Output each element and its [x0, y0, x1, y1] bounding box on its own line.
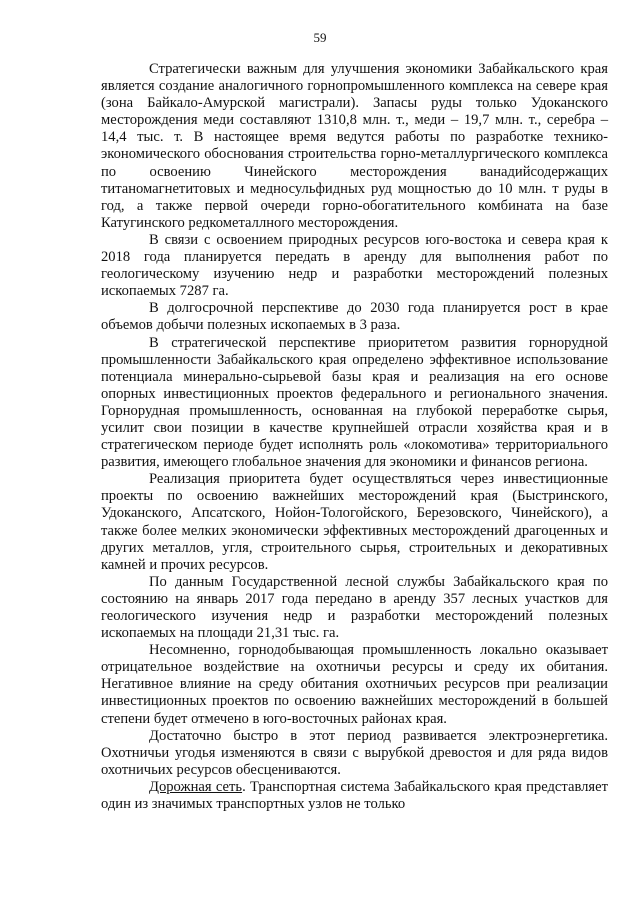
paragraph-udokan-deposit: Стратегически важным для улучшения экономики Забайкальского края является создание аналогичного горнопромышленного комплекса на севере края (зона Байкало-Амурской магистрали). Запасы руды только Удоканского месторождения меди составляют 1310,8 млн. т., меди – 19,7 млн. т., серебра – 14,4 тыс. т. В настоящее время ведутся работы по разработке технико-экономического обоснования строительства горно-металлургического комплекса по освоению Чинейского месторождения ванадийсодержащих титаномагнетитовых и медносульфидных руд мощностью до 10 млн. т руды в год, а также первой очереди горно-обогатительного комбината на базе Катугинского редкометаллного месторождения.: [101, 61, 608, 231]
paragraph-investment-projects: Реализация приоритета будет осуществляться через инвестиционные проекты по освоению важнейших месторождений края (Быстринского, Удоканского, Апсатского, Нойон-Тологойского, Березовского, Чинейского), а также более мелких экономически эффективных месторождений драгоценных и других металлов, угля, строительного сырья, строительных и декоративных камней и прочих ресурсов.: [101, 471, 608, 573]
road-network-text: . Транспортная система Забайкальского края представляет один из значимых транспортных узлов не только: [101, 778, 608, 813]
page-number: 59: [313, 30, 327, 45]
document-body: [101, 61, 608, 813]
paragraph-electric-power: Достаточно быстро в этот период развивается электроэнергетика. Охотничьи угодья изменяются в связи с вырубкой древостоя и для ряда видов охотничьих ресурсов обесцениваются.: [101, 727, 608, 778]
road-network-heading: Дорожная сеть: [149, 778, 243, 795]
paragraph-negative-impact: Несомненно, горнодобывающая промышленность локально оказывает отрицательное воздействие на охотничьи ресурсы и среду их обитания. Негативное влияние на среду обитания охотничьих ресурсов при реализации инвестиционных проектов по освоению важнейших месторождений в большей степени будет отмечено в юго-восточных районах края.: [101, 642, 608, 727]
paragraph-road-network: [101, 779, 608, 813]
paragraph-mining-priority: В стратегической перспективе приоритетом развития горнорудной промышленности Забайкальского края определено эффективное использование потенциала минерально-сырьевой базы края и реализация на его основе опорных инвестиционных проектов федерального и регионального значения. Горнорудная промышленность, основанная на глубокой переработке сырья, усилит свои позиции в качестве крупнейшей отрасли хозяйства края и в стратегическом периоде будет исполнять роль «локомотива» территориального развития, имеющего глобальное значения для экономики и финансов региона.: [101, 334, 608, 471]
paragraph-long-term-2030: В долгосрочной перспективе до 2030 года планируется рост в крае объемов добычи полезных ископаемых в 3 раза.: [101, 300, 608, 334]
paragraph-forest-service-data: По данным Государственной лесной службы Забайкальского края по состоянию на январь 2017 года передано в аренду 357 лесных участков для геологического изучения недр и разработки месторождений полезных ископаемых на площади 21,31 тыс. га.: [101, 573, 608, 642]
paragraph-lease-plans-2018: В связи с освоением природных ресурсов юго-востока и севера края к 2018 года планируется передать в аренду для выполнения работ по геологическому изучению недр и разработки месторождений полезных ископаемых 7287 га.: [101, 231, 608, 300]
